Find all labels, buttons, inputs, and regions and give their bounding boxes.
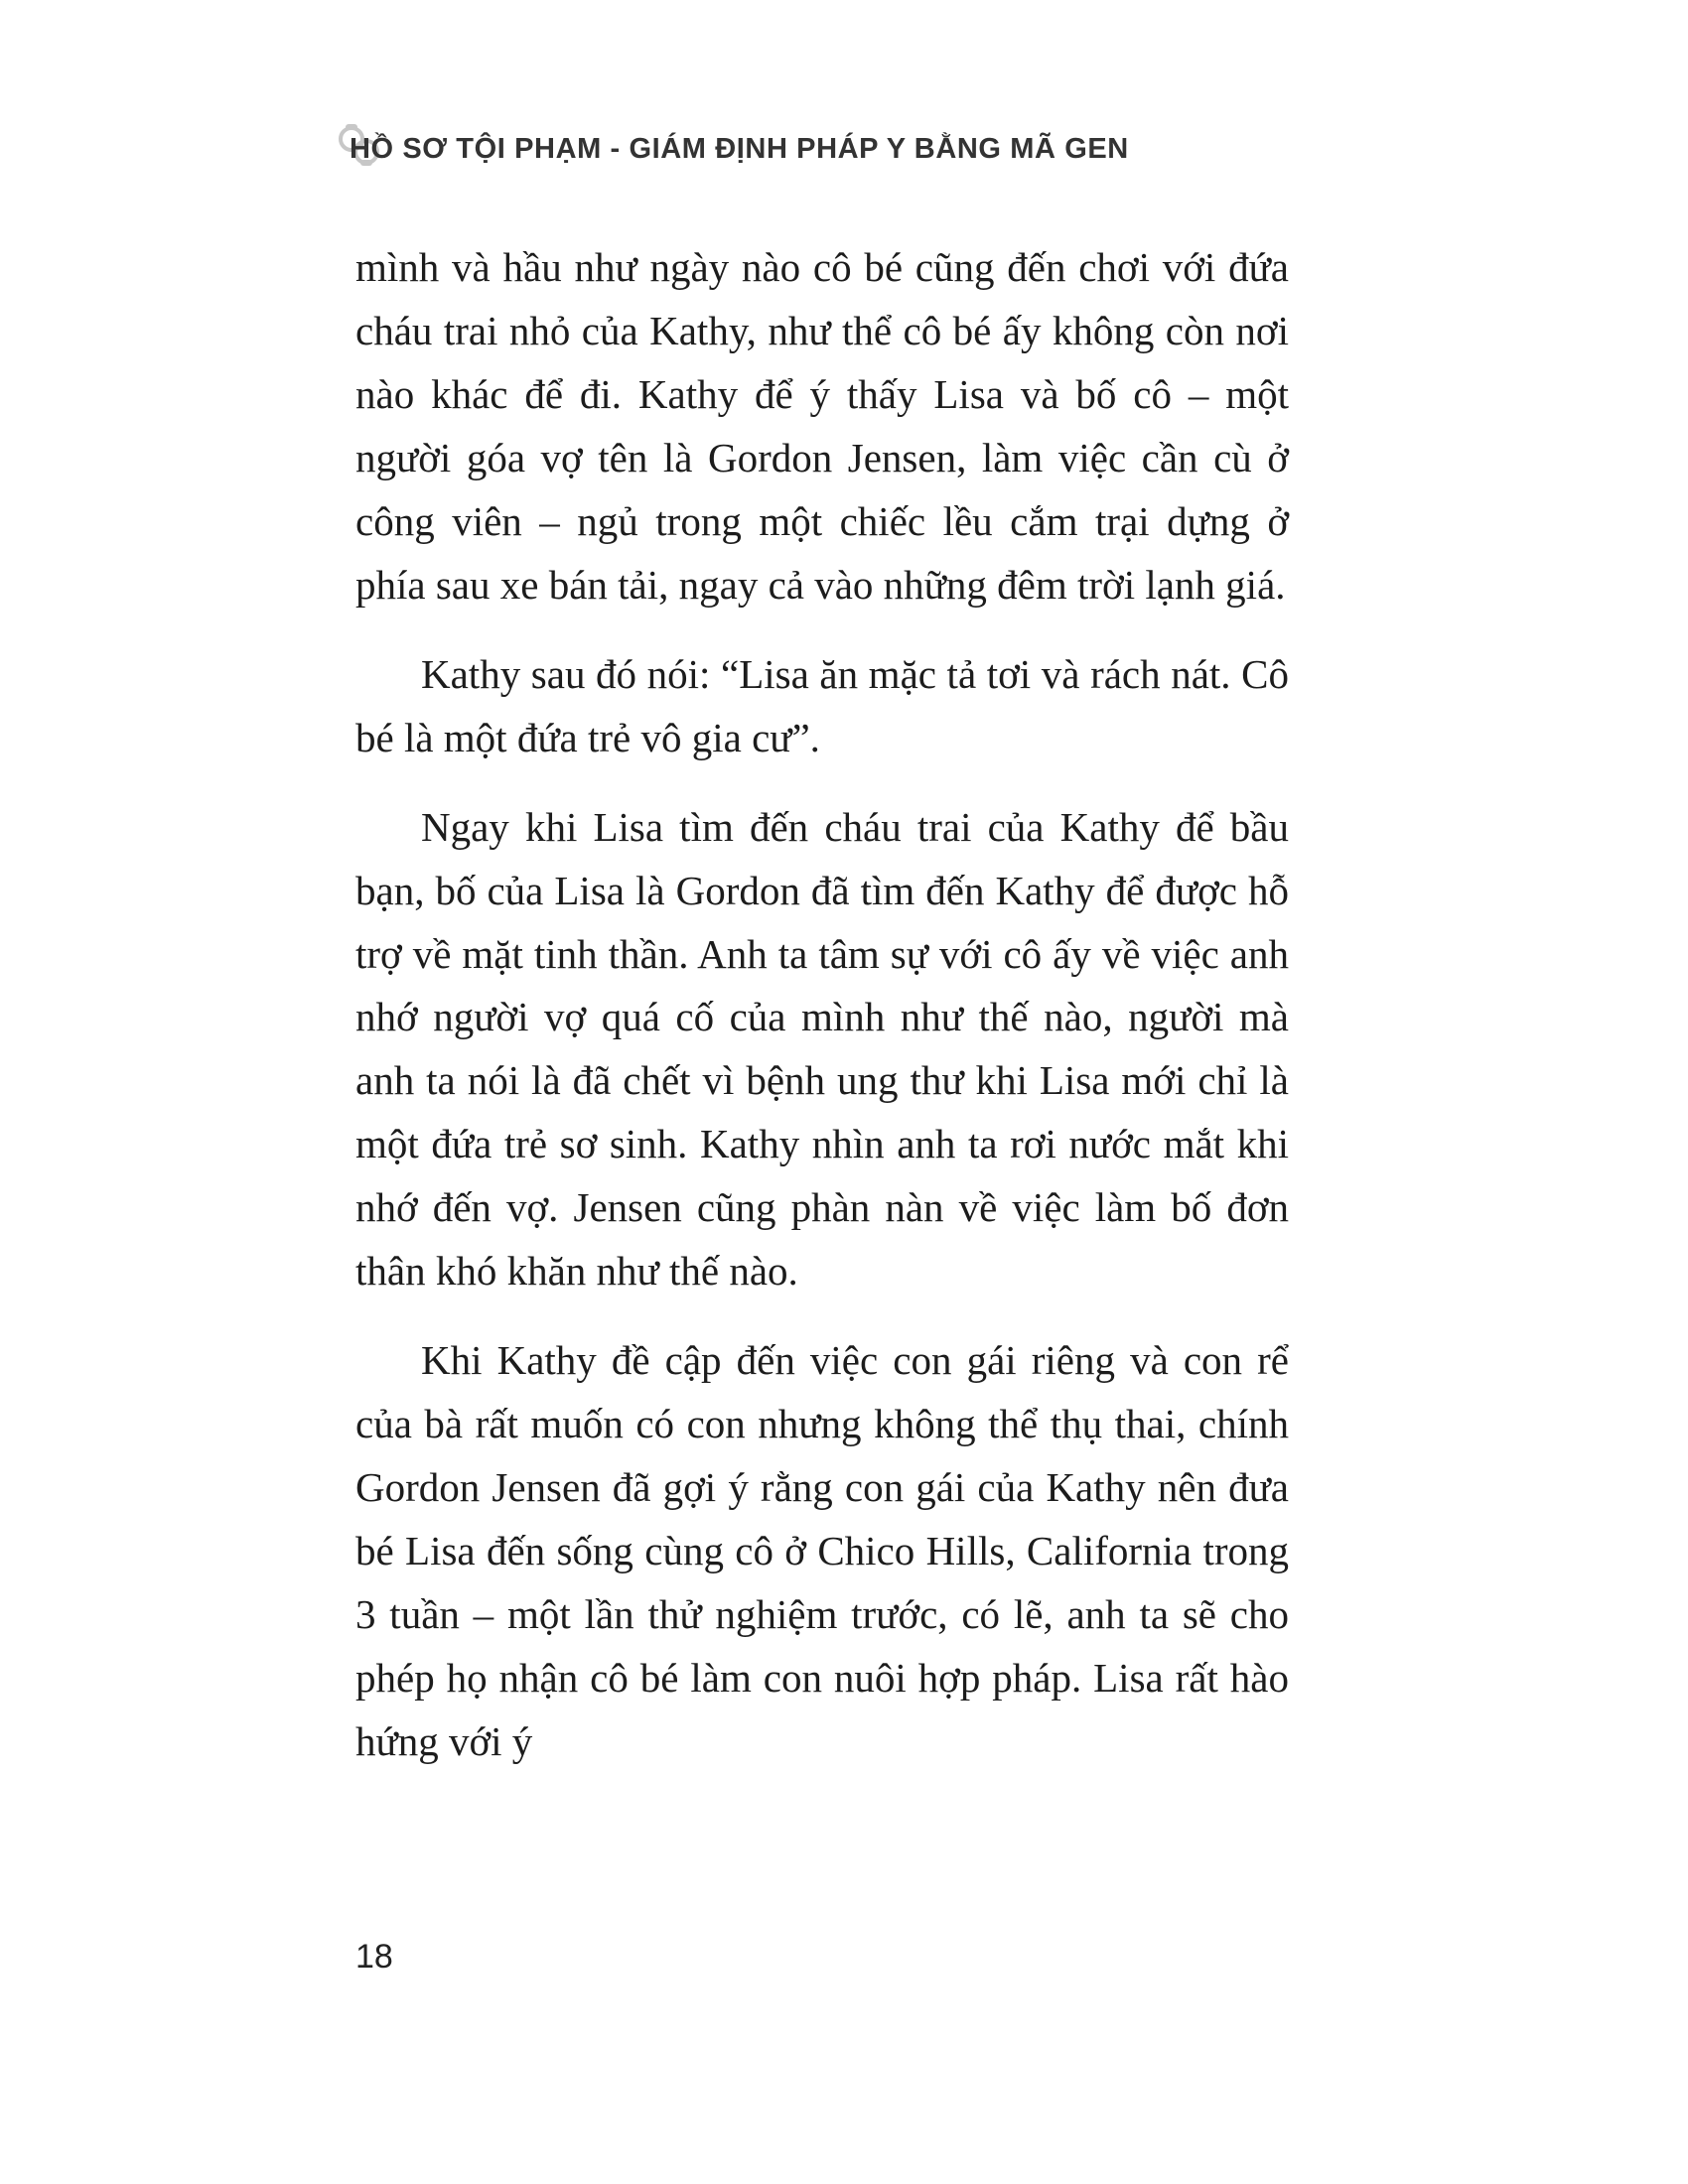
paragraph: mình và hầu như ngày nào cô bé cũng đến chơi với đứa cháu trai nhỏ của Kathy, như thể cô bé ấy không còn nơi nào khác để đi. Kathy để ý thấy Lisa và bố cô – một người góa vợ tên là Gordon Jensen, làm việc cần cù ở công viên – ngủ trong một chiếc lều cắm trại dựng ở phía sau xe bán tải, ngay cả vào những đêm trời lạnh giá. — [355, 244, 1289, 608]
page-number: 18 — [355, 1938, 393, 1976]
body-text-block — [355, 236, 1289, 1800]
running-head-title: HỒ SƠ TỘI PHẠM - GIÁM ĐỊNH PHÁP Y BẰNG MÃ GEN — [350, 132, 1129, 165]
paragraph: Khi Kathy đề cập đến việc con gái riêng và con rể của bà rất muốn có con nhưng không thể thụ thai, chính Gordon Jensen đã gợi ý rằng con gái của Kathy nên đưa bé Lisa đến sống cùng cô ở Chico Hills, California trong 3 tuần – một lần thử nghiệm trước, có lẽ, anh ta sẽ cho phép họ nhận cô bé làm con nuôi hợp pháp. Lisa rất hào hứng với ý — [355, 1337, 1289, 1764]
paragraph: Ngay khi Lisa tìm đến cháu trai của Kathy để bầu bạn, bố của Lisa là Gordon đã tìm đến Kathy để được hỗ trợ về mặt tinh thần. Anh ta tâm sự với cô ấy về việc anh nhớ người vợ quá cố của mình như thế nào, người mà anh ta nói là đã chết vì bệnh ung thư khi Lisa mới chỉ là một đứa trẻ sơ sinh. Kathy nhìn anh ta rơi nước mắt khi nhớ đến vợ. Jensen cũng phàn nàn về việc làm bố đơn thân khó khăn như thế nào. — [355, 803, 1289, 1295]
paragraph: Kathy sau đó nói: “Lisa ăn mặc tả tơi và rách nát. Cô bé là một đứa trẻ vô gia cư”. — [355, 650, 1289, 760]
page-header — [350, 127, 1129, 171]
